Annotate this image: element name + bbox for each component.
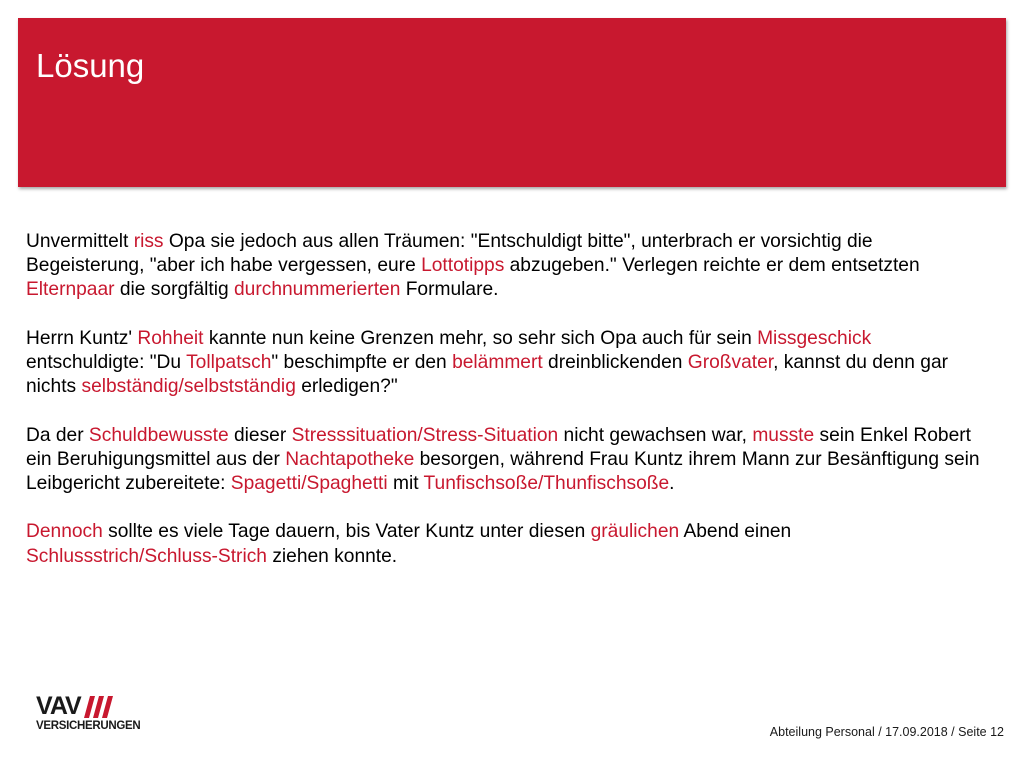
highlighted-word: Stresssituation/Stress-Situation xyxy=(291,424,559,446)
highlighted-word: gräulichen xyxy=(590,521,680,543)
logo-letters: VAV xyxy=(36,692,81,720)
logo-slashes-icon xyxy=(84,696,114,718)
footer-text: Abteilung Personal / 17.09.2018 / Seite 12 xyxy=(769,725,1004,739)
text-run: abzugeben." Verlegen reichte er dem entsetzten xyxy=(504,255,920,277)
text-run: sein Enkel Robert ein Beruhigungsmittel aus der xyxy=(26,424,971,470)
highlighted-word: selbständig/selbstständig xyxy=(81,376,296,398)
highlighted-word: Elternpaar xyxy=(26,279,115,301)
text-run: kannte nun keine Grenzen mehr, so sehr sich Opa auch für sein xyxy=(203,327,758,349)
highlighted-word: Tollpatsch xyxy=(186,352,272,373)
text-run: erledigen?" xyxy=(295,376,398,398)
highlighted-word: musste xyxy=(752,424,815,446)
text-run: entschuldigte: "Du xyxy=(26,352,187,373)
header-banner xyxy=(18,18,1006,187)
highlighted-word: riss xyxy=(133,231,164,252)
highlighted-word: Großvater xyxy=(687,352,774,373)
text-run: dieser xyxy=(228,424,292,446)
text-paragraph xyxy=(26,424,986,497)
text-run: Formulare. xyxy=(400,279,499,301)
text-run: sollte es viele Tage dauern, bis Vater Kuntz unter diesen xyxy=(102,521,591,543)
text-run: nicht gewachsen war, xyxy=(558,424,753,446)
slide-title: Lösung xyxy=(36,47,145,84)
text-run: Unvermittelt xyxy=(26,231,134,252)
highlighted-word: Spagetti/Spaghetti xyxy=(230,473,388,494)
highlighted-word: Lottotipps xyxy=(421,255,505,277)
text-run: die sorgfältig xyxy=(114,279,234,301)
highlighted-word: Schuldbewusste xyxy=(88,424,229,446)
logo-subtitle: VERSICHERUNGEN xyxy=(36,720,141,732)
text-run: dreinblickenden xyxy=(542,352,688,373)
text-run: Opa sie jedoch aus allen Träumen: "Entschuldigt bitte", unterbrach er vorsichtig die Begeisterung, "aber ich habe vergessen, eure xyxy=(26,231,873,277)
text-paragraph xyxy=(26,520,986,568)
highlighted-word: Schlussstrich/Schluss-Strich xyxy=(26,545,267,567)
text-paragraph xyxy=(26,230,986,303)
text-run: ziehen konnte. xyxy=(266,545,398,567)
vav-logo xyxy=(36,694,166,736)
highlighted-word: Missgeschick xyxy=(757,327,872,349)
text-run: Abend einen xyxy=(679,521,792,543)
text-run: Herrn Kuntz' xyxy=(26,327,138,349)
text-run: besorgen, während Frau Kuntz ihrem Mann zur Besänftigung sein Leibgericht zubereitete: xyxy=(26,448,980,494)
text-run: Da der xyxy=(26,424,89,446)
body-text xyxy=(26,230,986,593)
text-run: . xyxy=(669,473,675,494)
text-run: mit xyxy=(387,473,424,494)
highlighted-word: durchnummerierten xyxy=(234,279,401,301)
highlighted-word: belämmert xyxy=(452,352,543,373)
highlighted-word: Tunfischsoße/Thunfischsoße xyxy=(423,473,670,494)
highlighted-word: Rohheit xyxy=(137,327,204,349)
highlighted-word: Dennoch xyxy=(26,521,103,543)
text-run: " beschimpfte er den xyxy=(271,352,453,373)
text-paragraph xyxy=(26,327,986,400)
text-run: , kannst du denn gar nichts xyxy=(26,352,949,398)
highlighted-word: Nachtapotheke xyxy=(285,448,415,470)
